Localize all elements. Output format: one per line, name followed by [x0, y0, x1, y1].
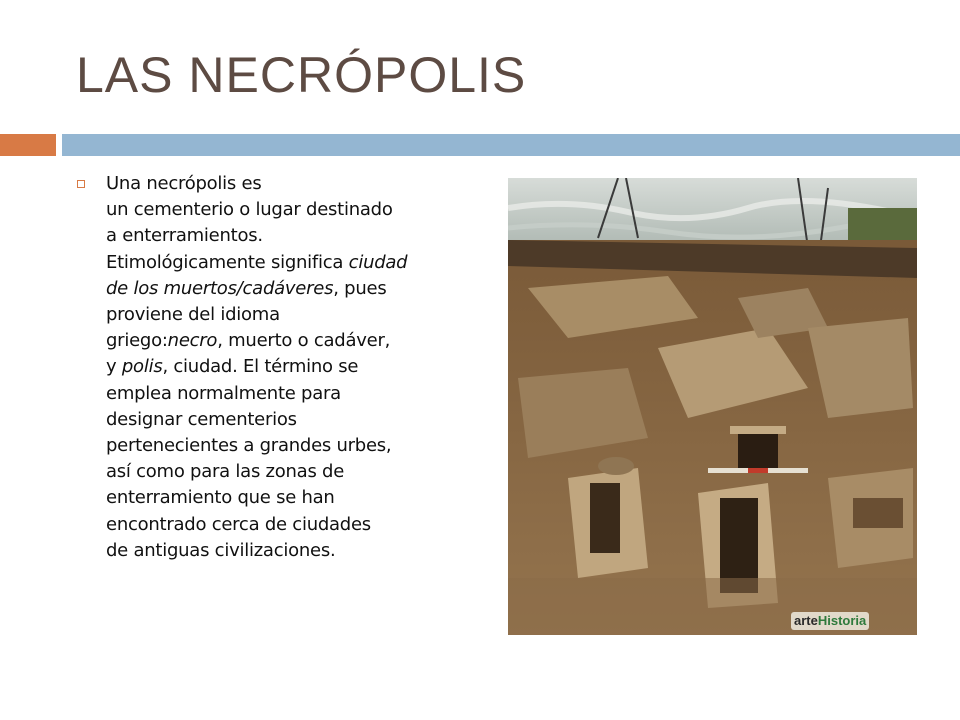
text-line	[106, 538, 478, 564]
slide-title: LAS NECRÓPOLIS	[76, 47, 527, 103]
text-line	[106, 381, 478, 407]
text-line	[106, 433, 478, 459]
artehistoria-watermark: arteHistoria	[791, 612, 869, 630]
italic-run: ciudad	[348, 251, 408, 273]
text-line	[106, 512, 478, 538]
text-run: encontrado cerca de ciudades	[106, 513, 371, 535]
text-line	[106, 328, 478, 354]
text-run: pertenecientes a grandes urbes,	[106, 435, 392, 457]
italic-run: necro	[167, 330, 218, 352]
text-run: griego:	[106, 330, 168, 352]
text-run: de antiguas civilizaciones.	[106, 539, 336, 561]
text-run: enterramiento que se han	[106, 487, 335, 509]
text-line	[106, 223, 478, 249]
text-line	[106, 171, 478, 197]
text-run: , ciudad. El término se	[162, 356, 359, 378]
text-run: , pues	[333, 277, 387, 299]
text-run: emplea normalmente para	[106, 382, 341, 404]
text-line	[106, 197, 478, 223]
text-run: un cementerio o lugar destinado	[106, 199, 393, 221]
text-run: Una necrópolis es	[106, 173, 262, 194]
text-line	[106, 459, 478, 485]
text-run: y	[106, 356, 122, 378]
text-line	[106, 485, 478, 511]
text-line	[106, 276, 478, 302]
text-line	[106, 407, 478, 433]
necropolis-photo	[508, 178, 917, 635]
accent-bar-orange	[0, 134, 56, 156]
text-line	[106, 302, 478, 328]
text-line	[106, 250, 478, 276]
text-run: Etimológicamente significa	[106, 251, 349, 273]
text-run: , muerto o cadáver,	[217, 330, 391, 352]
text-run: designar cementerios	[106, 408, 297, 430]
text-run: a enterramientos.	[106, 225, 263, 247]
text-line	[106, 354, 478, 380]
italic-run: de los muertos/cadáveres	[106, 277, 334, 299]
italic-run: polis	[121, 356, 163, 378]
text-run: proviene del idioma	[106, 304, 280, 326]
accent-bar-blue	[62, 134, 960, 156]
bullet-text	[106, 171, 478, 564]
text-run: así como para las zonas de	[106, 461, 345, 483]
bullet-square-icon	[77, 180, 85, 188]
